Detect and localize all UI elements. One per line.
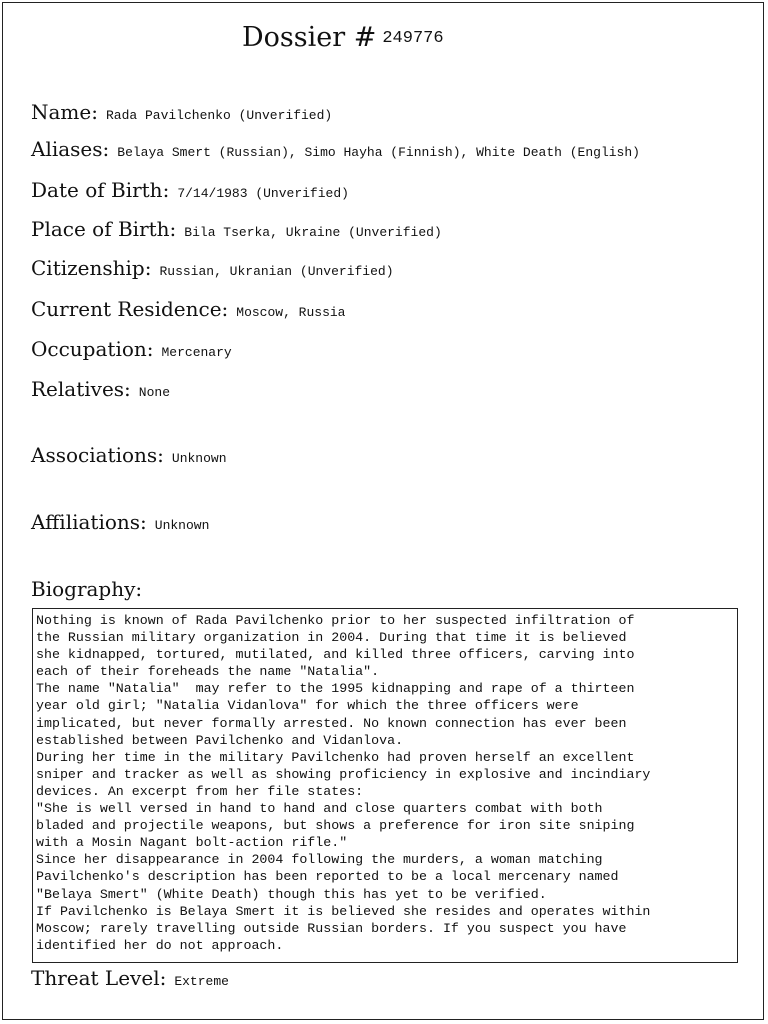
biography-line: established between Pavilchenko and Vidanlova. [36,732,404,748]
field-aliases [31,137,640,161]
field-date-of-birth [31,178,349,202]
field-aliases-label: Aliases: [31,137,110,161]
biography-line: implicated, but never formally arrested. No known connection has ever been [36,715,627,731]
biography-line: "She is well versed in hand to hand and close quarters combat with both [36,801,603,817]
biography-line: "Belaya Smert" (White Death) though this has yet to be verified. [36,886,547,902]
biography-line: sniper and tracker as well as showing proficiency in explosive and incindiary [36,766,651,782]
biography-line: During her time in the military Pavilchenko had proven herself an excellent [36,749,635,765]
biography-line: the Russian military organization in 2004. During that time it is believed [36,630,627,646]
field-current-residence [31,297,345,321]
field-place-of-birth-value: Bila Tserka, Ukraine (Unverified) [184,225,442,240]
field-current-residence-label: Current Residence: [31,297,229,321]
field-relatives [31,377,170,401]
field-threat-level [31,966,229,990]
field-affiliations [31,510,209,534]
field-relatives-label: Relatives: [31,377,131,401]
biography-line: The name "Natalia" may refer to the 1995 kidnapping and rape of a thirteen [36,681,635,697]
field-associations-value: Unknown [171,451,227,466]
field-aliases-value: Belaya Smert (Russian), Simo Hayha (Finnish), White Death (English) [117,145,640,160]
biography-line: identified her do not approach. [36,937,284,953]
field-occupation-label: Occupation: [31,337,154,361]
field-current-residence-value: Moscow, Russia [236,305,346,320]
field-date-of-birth-value: 7/14/1983 (Unverified) [177,186,349,201]
dossier-header [242,22,444,53]
field-place-of-birth-label: Place of Birth: [31,217,177,241]
dossier-number: 249776 [382,29,444,48]
biography-box [32,608,738,963]
field-relatives-value: None [138,385,171,400]
biography-line: she kidnapped, tortured, mutilated, and killed three officers, carving into [36,647,635,663]
field-threat-level-value: Extreme [174,974,229,989]
field-threat-level-label: Threat Level: [31,966,167,990]
biography-line: each of their foreheads the name "Natalia". [36,664,380,680]
field-place-of-birth [31,217,442,241]
field-name-label: Name: [31,100,98,124]
biography-line: Since her disappearance in 2004 following the murders, a woman matching [36,852,603,868]
field-affiliations-value: Unknown [154,518,210,533]
field-associations [31,443,227,467]
field-citizenship [31,256,394,280]
biography-line: Nothing is known of Rada Pavilchenko prior to her suspected infiltration of [36,613,635,628]
dossier-title: Dossier # [242,22,377,53]
field-associations-label: Associations: [31,443,164,467]
field-date-of-birth-label: Date of Birth: [31,178,170,202]
biography-line: bladed and projectile weapons, but shows a preference for iron site sniping [36,818,635,834]
biography-line: year old girl; "Natalia Vidanlova" for which the three officers were [36,698,579,714]
field-name-value: Rada Pavilchenko (Unverified) [105,108,333,123]
biography-line: Moscow; rarely travelling outside Russian borders. If you suspect you have [36,920,627,936]
biography-line: devices. An excerpt from her file states: [36,783,364,799]
field-citizenship-label: Citizenship: [31,256,152,280]
field-occupation-value: Mercenary [161,345,232,360]
field-occupation [31,337,232,361]
biography-line: Pavilchenko's description has been reported to be a local mercenary named [36,869,619,885]
field-name [31,100,332,124]
biography-line: with a Mosin Nagant bolt-action rifle." [36,835,348,851]
biography-line: If Pavilchenko is Belaya Smert it is believed she resides and operates within [36,903,651,919]
biography-label: Biography: [31,577,143,601]
field-citizenship-value: Russian, Ukranian (Unverified) [159,264,394,279]
field-affiliations-label: Affiliations: [31,510,147,534]
